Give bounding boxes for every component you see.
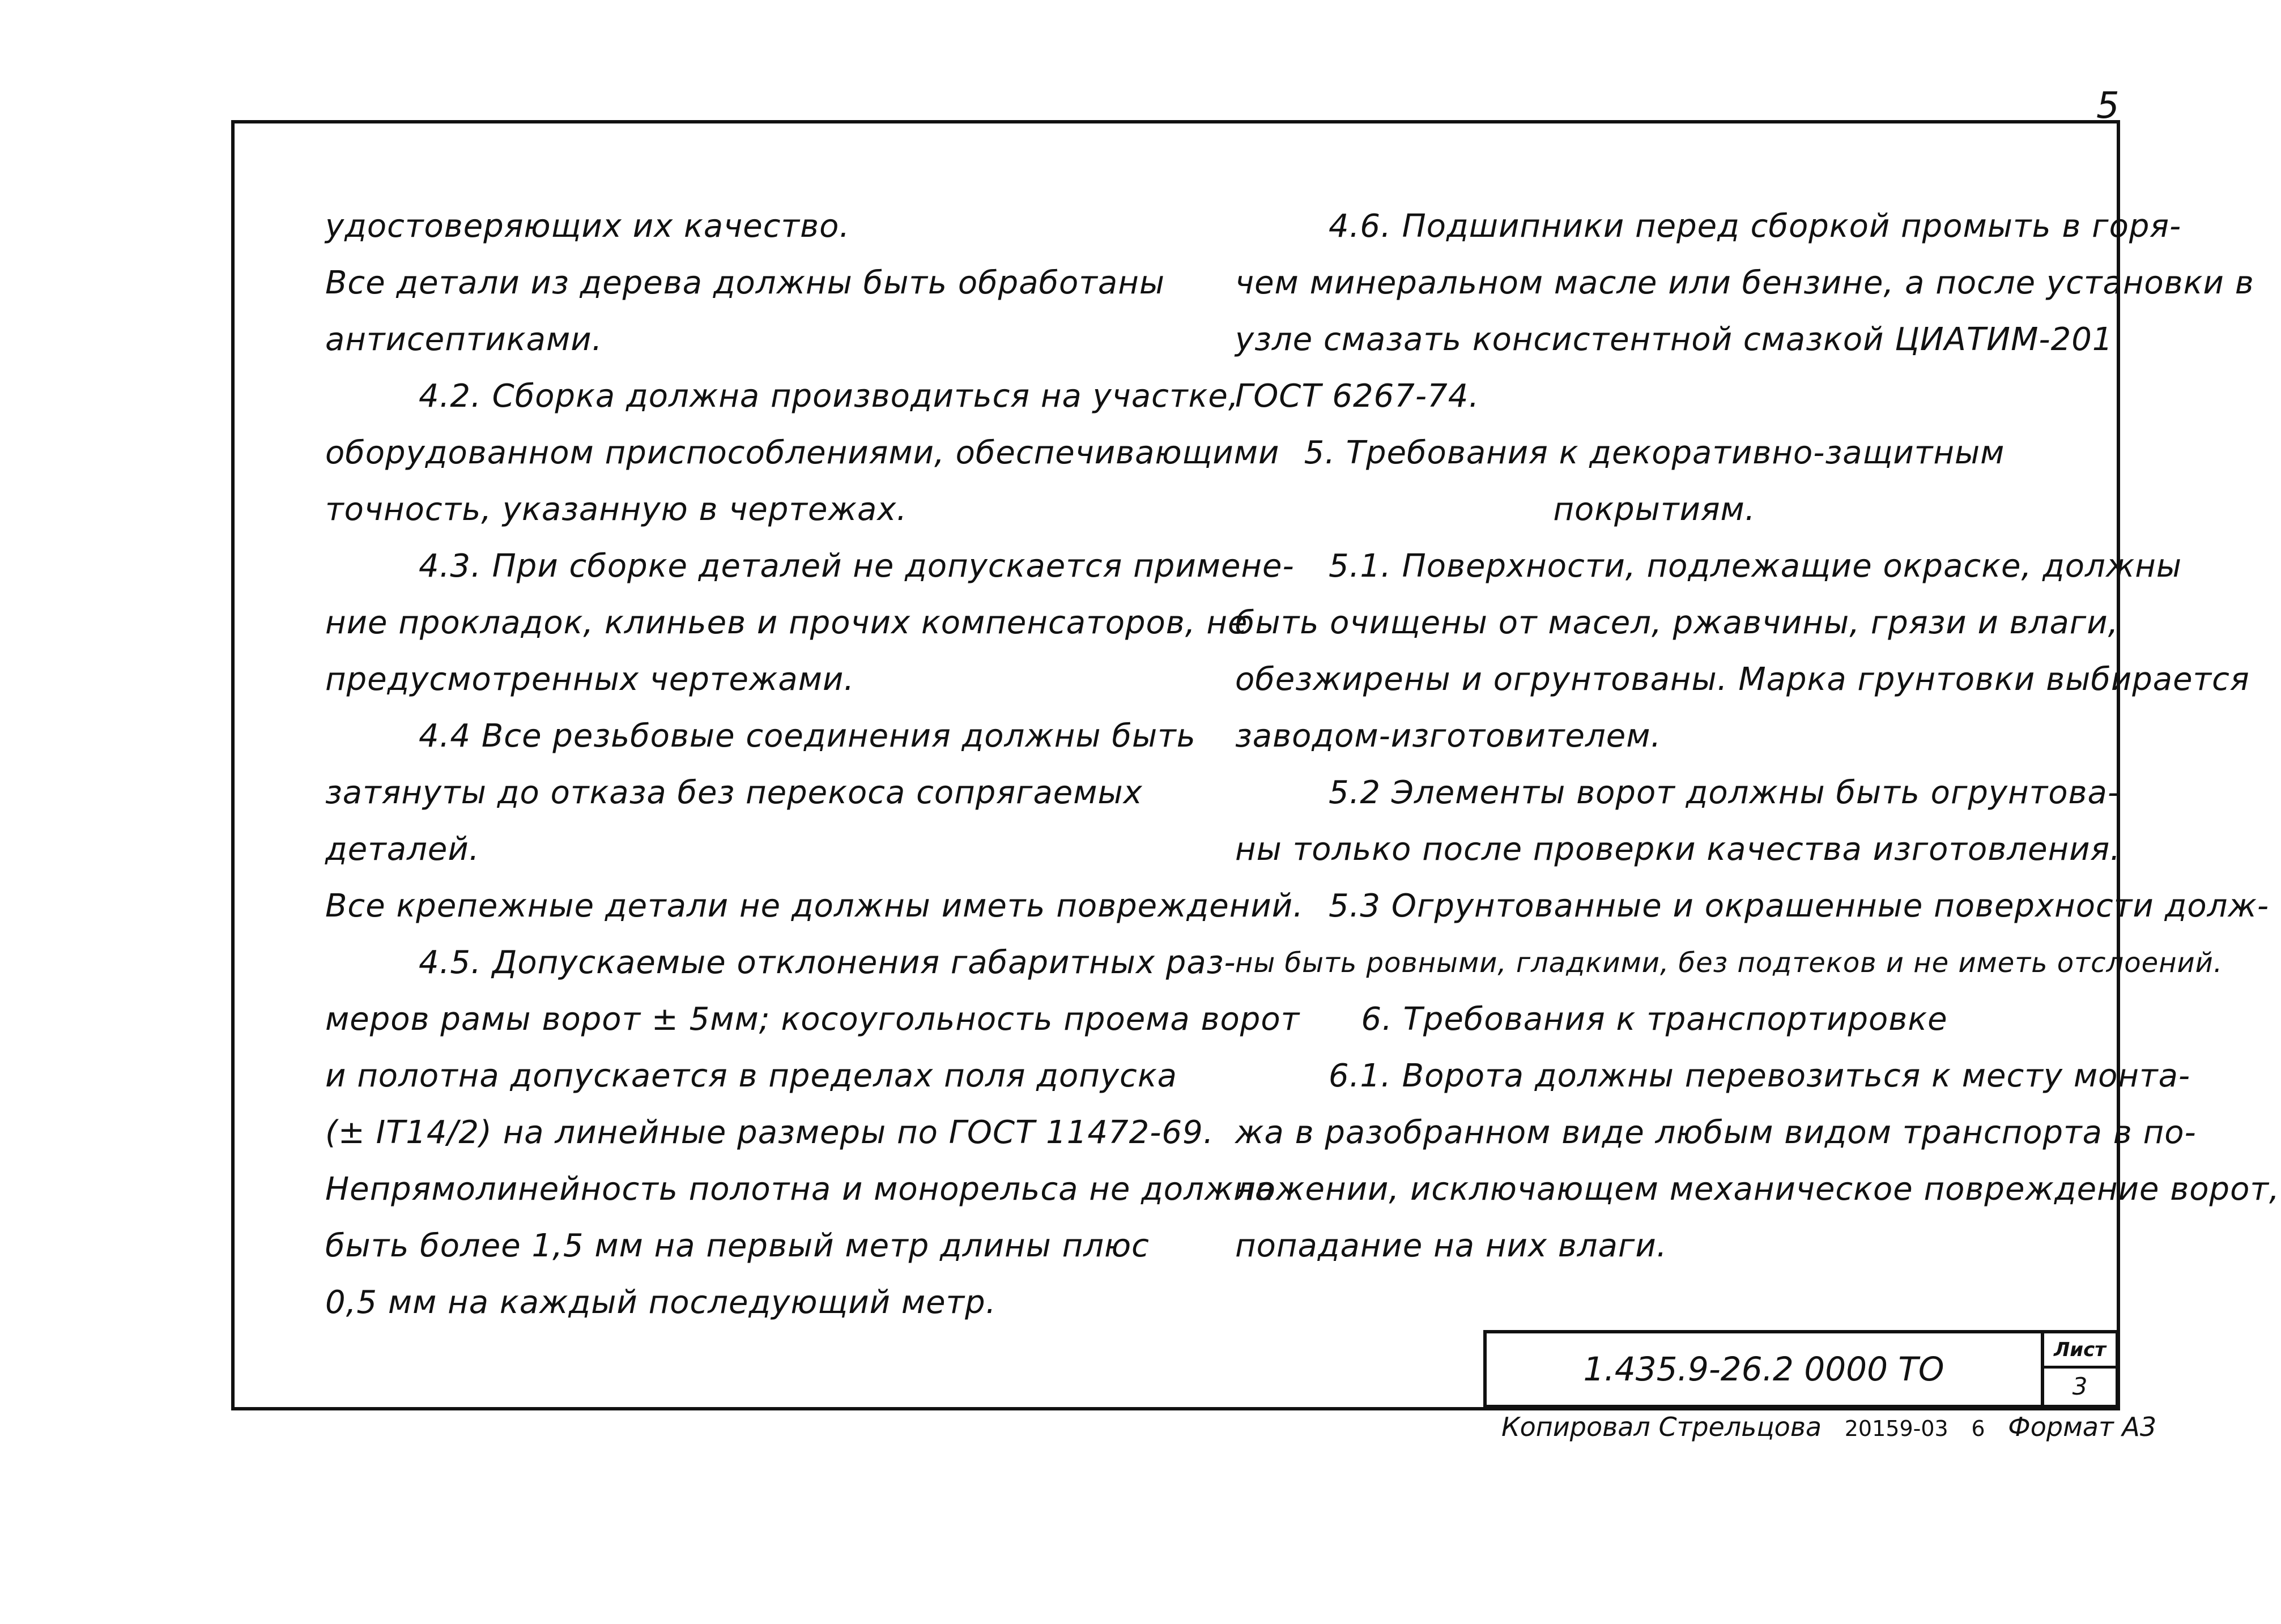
text-line: быть более 1,5 мм на первый метр длины плюс (325, 1227, 1150, 1264)
text-line: попадание на них влаги. (1235, 1227, 1667, 1264)
sheet-number: 3 (2072, 1372, 2088, 1400)
text-line: 4.2. Сборка должна производиться на участке, (419, 378, 1239, 415)
footer-line (1501, 1412, 2171, 1442)
text-line: 5.1. Поверхности, подлежащие окраске, должны (1329, 548, 2182, 585)
text-line: ны только после проверки качества изготовления. (1235, 831, 2121, 868)
text-line: быть очищены от масел, ржавчины, грязи и влаги, (1235, 604, 2119, 641)
text-line: удостоверяющих их качество. (325, 208, 850, 245)
text-line: и полотна допускается в пределах поля допуска (325, 1058, 1177, 1094)
text-line: оборудованном приспособлениями, обеспечивающими (325, 434, 1280, 471)
copy-count: 6 (1971, 1416, 1985, 1441)
text-line: ны быть ровными, гладкими, без подтеков и не иметь отслоений. (1235, 947, 2223, 979)
text-line: меров рамы ворот ± 5мм; косоугольность проема ворот (325, 1001, 1300, 1038)
text-line: (± IT14/2) на линейные размеры по ГОСТ 11472-69. (325, 1114, 1214, 1151)
section-heading: 5. Требования к декоративно-защитным (1304, 434, 2005, 471)
order-number: 20159-03 (1844, 1416, 1948, 1441)
text-line: предусмотренных чертежами. (325, 661, 855, 698)
section-heading: покрытиям. (1553, 491, 1756, 528)
copied-by: Копировал Стрельцова (1501, 1412, 1822, 1442)
text-line: ние прокладок, клиньев и прочих компенсаторов, не (325, 604, 1248, 641)
left-text-column (325, 198, 1304, 1331)
text-line: Все детали из дерева должны быть обработаны (325, 265, 1165, 301)
text-line: ложении, исключающем механическое повреждение ворот, (1235, 1171, 2280, 1208)
text-line: 5.3 Огрунтованные и окрашенные поверхности долж- (1329, 888, 2270, 924)
text-line: Непрямолинейность полотна и монорельса не должна (325, 1171, 1275, 1208)
text-line: 4.6. Подшипники перед сборкой промыть в горя- (1329, 208, 2182, 245)
text-line: заводом-изготовителем. (1235, 718, 1662, 755)
page-number: 5 (2096, 85, 2120, 127)
sheet-label: Лист (2044, 1333, 2116, 1369)
text-line: чем минеральном масле или бензине, а после установки в (1235, 265, 2254, 301)
text-line: 4.3. При сборке деталей не допускается примене- (419, 548, 1295, 585)
text-line: ГОСТ 6267-74. (1235, 378, 1480, 415)
text-line: 6.1. Ворота должны перевозиться к месту монта- (1329, 1058, 2191, 1094)
text-line: обезжирены и огрунтованы. Марка грунтовки выбирается (1235, 661, 2250, 698)
sheet-cell (2041, 1333, 2116, 1405)
text-line: Все крепежные детали не должны иметь повреждений. (325, 888, 1304, 924)
text-line: жа в разобранном виде любым видом транспорта в по- (1235, 1114, 2197, 1151)
text-line: деталей. (325, 831, 480, 868)
text-line: 4.4 Все резьбовые соединения должны быть (419, 718, 1196, 755)
text-line: 5.2 Элементы ворот должны быть огрунтова- (1329, 774, 2120, 811)
format-label: Формат А3 (2008, 1412, 2157, 1442)
text-line: антисептиками. (325, 321, 603, 358)
text-line: 4.5. Допускаемые отклонения габаритных раз- (419, 944, 1236, 981)
text-line: 0,5 мм на каждый последующий метр. (325, 1284, 997, 1321)
section-heading: 6. Требования к транспортировке (1361, 1001, 1948, 1038)
text-line: затянуты до отказа без перекоса сопрягаемых (325, 774, 1143, 811)
document-code: 1.435.9-26.2 0000 ТО (1583, 1350, 1944, 1388)
text-line: точность, указанную в чертежах. (325, 491, 908, 528)
right-text-column (1235, 198, 2280, 1275)
title-block (1483, 1330, 2119, 1408)
text-line: узле смазать консистентной смазкой ЦИАТИМ-201 (1235, 321, 2113, 358)
